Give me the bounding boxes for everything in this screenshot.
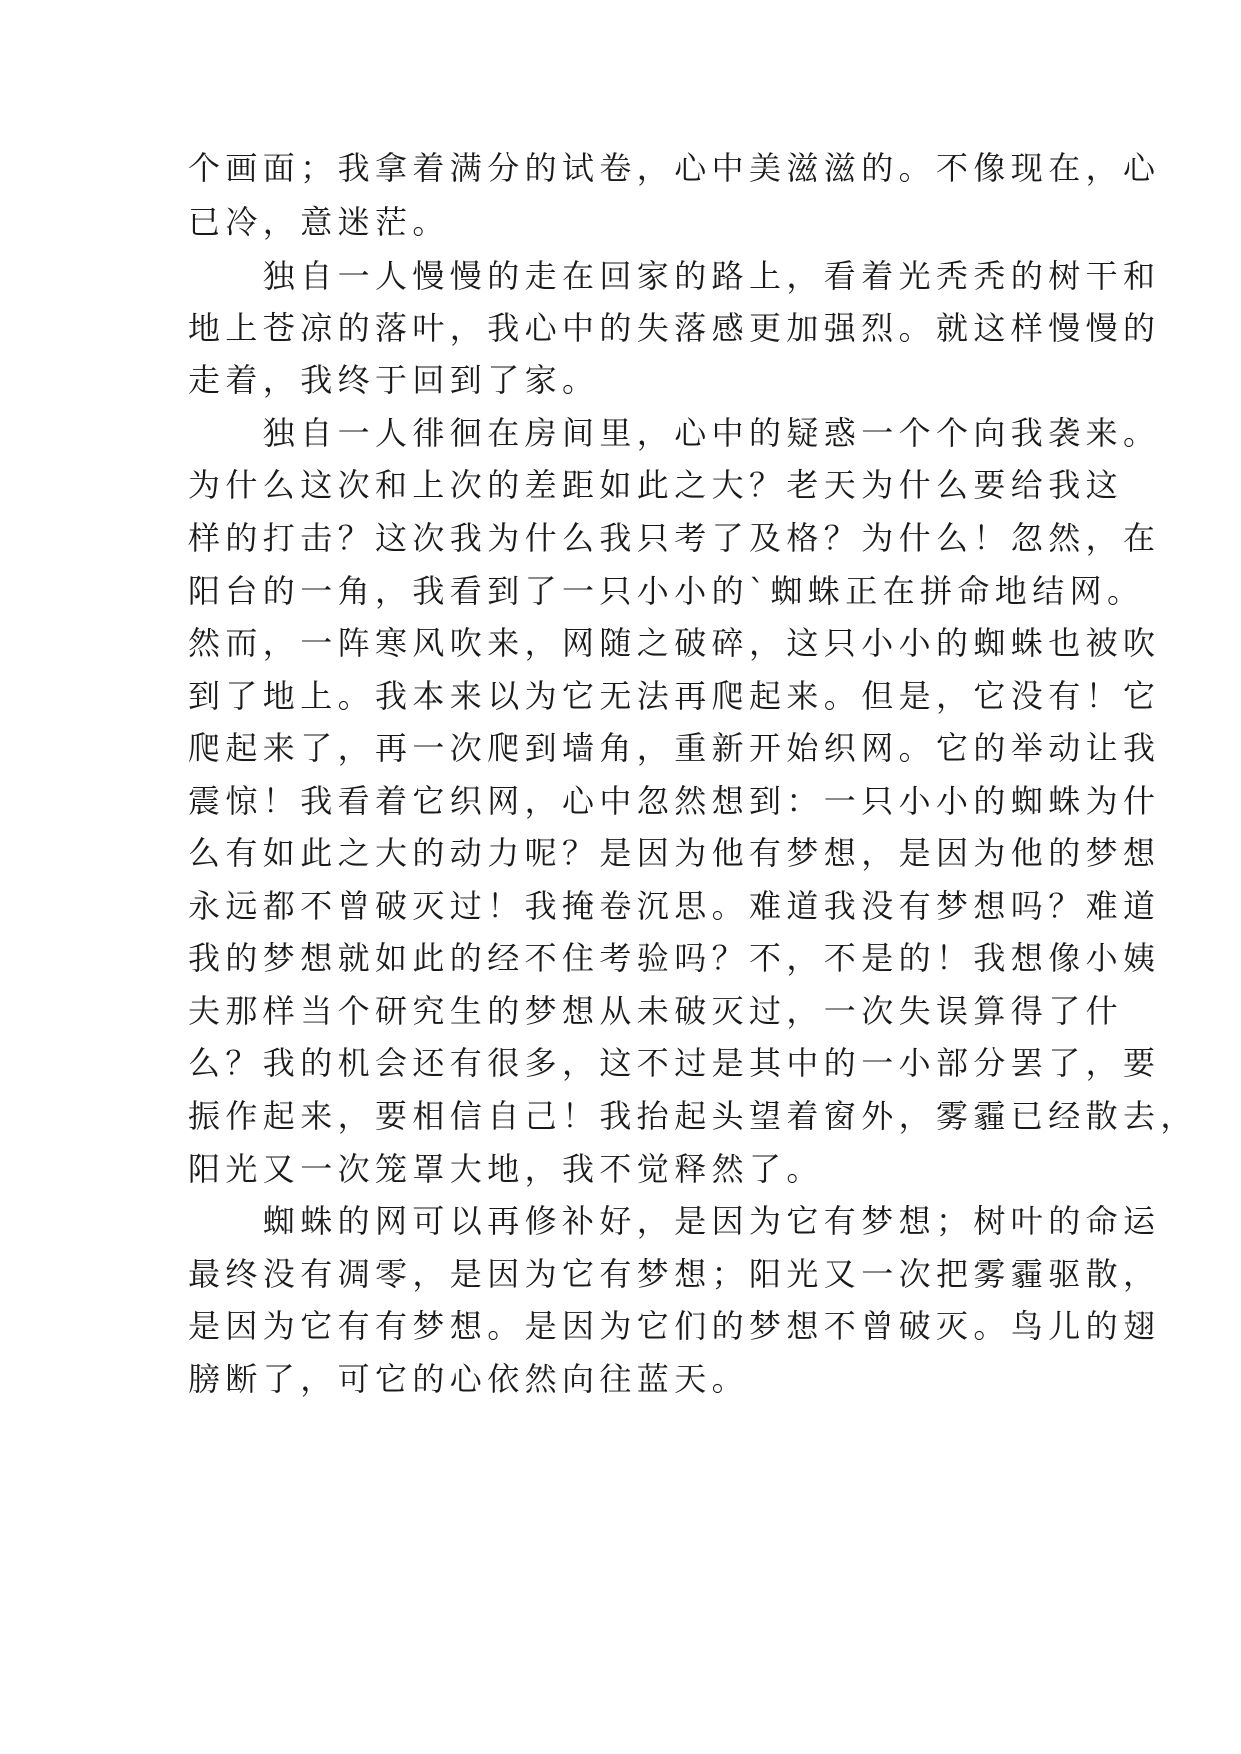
text-line: 地上苍凉的落叶，我心中的失落感更加强烈。就这样慢慢的 <box>188 309 1161 347</box>
text-line: 么？我的机会还有很多，这不过是其中的一小部分罢了，要 <box>188 1044 1161 1082</box>
text-line: 膀断了，可它的心依然向往蓝天。 <box>188 1360 750 1398</box>
text-line: 到了地上。我本来以为它无法再爬起来。但是，它没有！它 <box>188 677 1161 715</box>
text-line: 然而，一阵寒风吹来，网随之破碎，这只小小的蜘蛛也被吹 <box>188 624 1161 662</box>
paragraph-start-line: 独自一人徘徊在房间里，心中的疑惑一个个向我袭来。 <box>188 414 1161 452</box>
text-line: 振作起来，要相信自己！我抬起头望着窗外，雾霾已经散去， <box>188 1097 1198 1135</box>
paragraph-start-line: 蜘蛛的网可以再修补好，是因为它有梦想；树叶的命运 <box>188 1202 1161 1240</box>
text-line: 为什么这次和上次的差距如此之大？老天为什么要给我这 <box>188 466 1124 504</box>
text-line: 已冷，意迷茫。 <box>188 203 450 241</box>
text-line: 阳台的一角，我看到了一只小小的`蜘蛛正在拼命地结网。 <box>188 572 1145 610</box>
text-line: 么有如此之大的动力呢？是因为他有梦想，是因为他的梦想 <box>188 834 1161 872</box>
text-line: 震惊！我看着它织网，心中忽然想到：一只小小的蜘蛛为什 <box>188 782 1161 820</box>
text-line: 我的梦想就如此的经不住考验吗？不，不是的！我想像小姨 <box>188 939 1161 977</box>
text-line: 爬起来了，再一次爬到墙角，重新开始织网。它的举动让我 <box>188 729 1161 767</box>
text-line: 阳光又一次笼罩大地，我不觉释然了。 <box>188 1150 824 1188</box>
text-line: 是因为它有有梦想。是因为它们的梦想不曾破灭。鸟儿的翅 <box>188 1307 1161 1345</box>
text-line: 最终没有凋零，是因为它有梦想；阳光又一次把雾霾驱散， <box>188 1255 1161 1293</box>
text-line: 走着，我终于回到了家。 <box>188 361 600 399</box>
text-line: 样的打击？这次我为什么我只考了及格？为什么！忽然，在 <box>188 519 1161 557</box>
text-line: 永远都不曾破灭过！我掩卷沉思。难道我没有梦想吗？难道 <box>188 887 1161 925</box>
text-line: 个画面；我拿着满分的试卷，心中美滋滋的。不像现在，心 <box>188 149 1161 187</box>
text-line: 夫那样当个研究生的梦想从未破灭过，一次失误算得了什 <box>188 992 1124 1030</box>
paragraph-start-line: 独自一人慢慢的走在回家的路上，看着光秃秃的树干和 <box>188 257 1161 295</box>
